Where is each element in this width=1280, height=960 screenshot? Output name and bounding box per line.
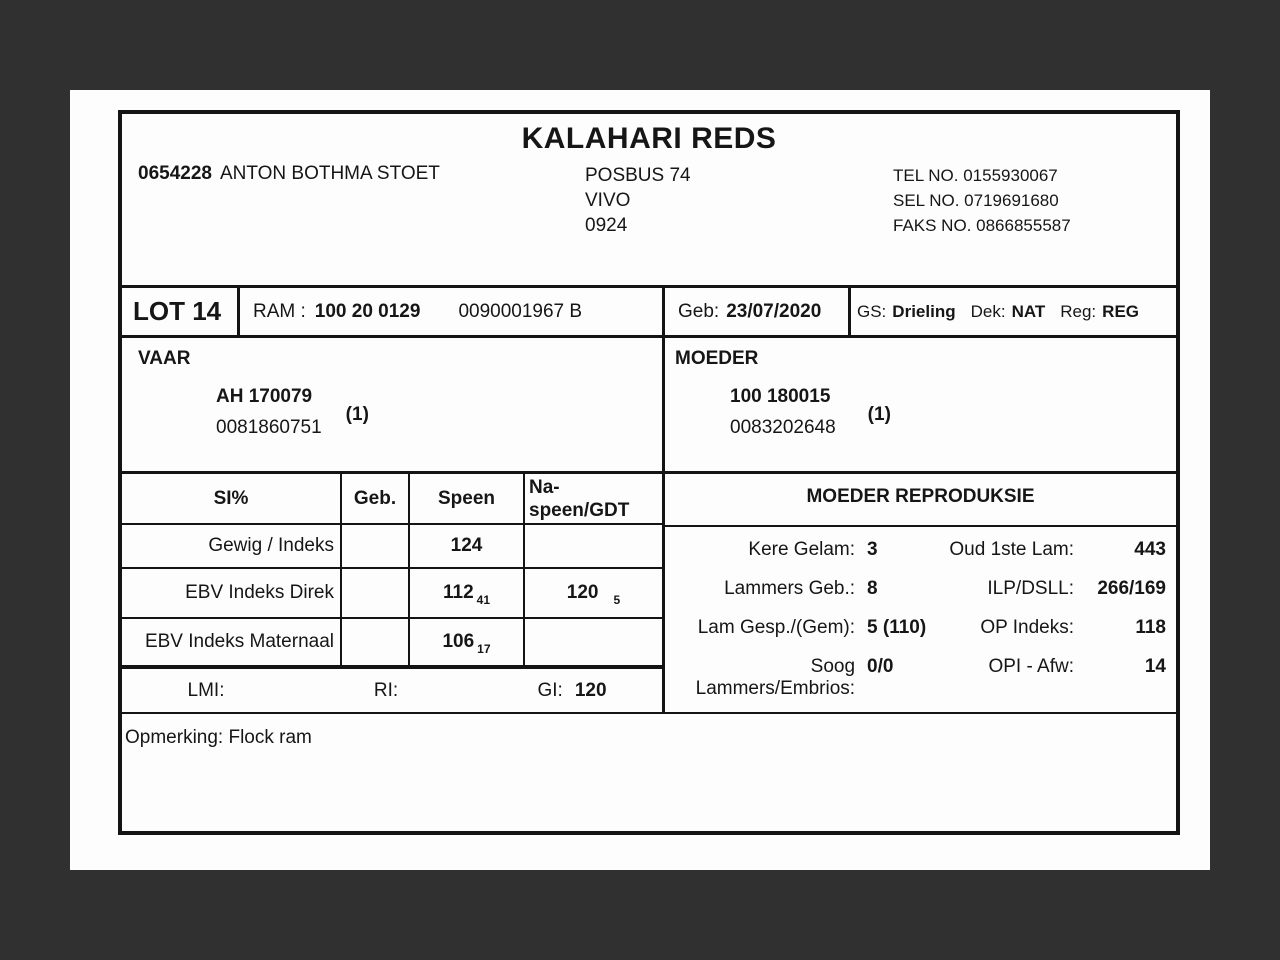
stat-label: Soog Lammers/Embrios: bbox=[695, 655, 856, 699]
sire-heading: VAAR bbox=[138, 348, 191, 369]
faks-number: FAKS NO. 0866855587 bbox=[893, 216, 1071, 235]
table-row bbox=[122, 569, 662, 619]
geb-value bbox=[340, 525, 408, 567]
si-table-header bbox=[122, 474, 662, 525]
card-header bbox=[122, 114, 1176, 288]
dam-reg: 0083202648 bbox=[730, 417, 836, 438]
gi-label: GI: bbox=[537, 679, 563, 701]
row-label: EBV Indeks Maternaal bbox=[144, 631, 334, 652]
stat-label: Oud 1ste Lam: bbox=[949, 539, 1074, 561]
dam-id: 100 180015 bbox=[730, 386, 831, 407]
speen-value: 124 bbox=[408, 525, 523, 567]
naspeen-value bbox=[523, 525, 662, 567]
naspeen-value bbox=[523, 619, 662, 665]
si-header-label: SI% bbox=[213, 487, 249, 509]
dek-value: NAT bbox=[1011, 301, 1046, 321]
reg-label: Reg: bbox=[1060, 301, 1097, 321]
lot-row bbox=[122, 288, 1176, 338]
reproduction-row bbox=[665, 539, 1176, 561]
reproduction-row bbox=[665, 617, 1176, 639]
stat-value: 5 (110) bbox=[867, 616, 927, 638]
contact-numbers bbox=[893, 163, 1176, 238]
stat-label: Kere Gelam: bbox=[748, 539, 856, 561]
gi-group bbox=[482, 680, 662, 702]
breeder-name: ANTON BOTHMA STOET bbox=[219, 163, 440, 184]
reproduction-heading: MOEDER REPRODUKSIE bbox=[665, 474, 1176, 527]
pedigree-card bbox=[118, 110, 1180, 835]
dam-heading: MOEDER bbox=[675, 348, 759, 369]
sire-panel bbox=[122, 338, 665, 471]
ri-label: RI: bbox=[373, 679, 399, 701]
reg-value: REG bbox=[1102, 301, 1140, 321]
gs-value: Drieling bbox=[892, 301, 956, 321]
address-line-2: VIVO bbox=[585, 190, 631, 211]
lmi-group bbox=[122, 680, 302, 702]
naspeen-header: Na- speen/GDT bbox=[523, 474, 662, 523]
sire-reg: 0081860751 bbox=[216, 417, 322, 438]
sire-note: (1) bbox=[345, 404, 369, 425]
breeder-identity bbox=[138, 163, 585, 238]
dam-note: (1) bbox=[867, 404, 891, 425]
geb-value bbox=[340, 569, 408, 617]
stat-label: OPI - Afw: bbox=[988, 655, 1074, 677]
stat-value: 8 bbox=[867, 578, 878, 600]
breeder-info-row bbox=[122, 163, 1176, 238]
postal-address bbox=[585, 163, 893, 238]
naspeen-value: 120 5 bbox=[523, 569, 662, 617]
speen-value: 112 41 bbox=[408, 569, 523, 617]
status-cell bbox=[851, 288, 1176, 335]
remark-label: Opmerking: bbox=[125, 727, 224, 748]
gi-value: 120 bbox=[574, 679, 607, 701]
address-line-3: 0924 bbox=[585, 215, 628, 236]
stat-value: 118 bbox=[1135, 616, 1166, 638]
lot-number: LOT 14 bbox=[122, 288, 240, 335]
sire-id: AH 170079 bbox=[216, 386, 313, 407]
reproduction-row bbox=[665, 656, 1176, 700]
remark-value: Flock ram bbox=[228, 727, 312, 748]
table-row bbox=[122, 525, 662, 569]
stat-value: 443 bbox=[1134, 539, 1166, 561]
gs-label: GS: bbox=[857, 301, 887, 321]
ram-id: 100 20 0129 bbox=[314, 300, 421, 322]
lmi-label: LMI: bbox=[187, 679, 225, 701]
row-label: Gewig / Indeks bbox=[208, 535, 334, 556]
stud-title: KALAHARI REDS bbox=[521, 122, 777, 155]
address-line-1: POSBUS 74 bbox=[585, 165, 691, 186]
speen-header: Speen bbox=[408, 474, 523, 523]
tel-number: TEL NO. 0155930067 bbox=[893, 166, 1058, 185]
birthdate-cell bbox=[665, 288, 851, 335]
birthdate-value: 23/07/2020 bbox=[726, 300, 822, 322]
table-row bbox=[122, 619, 662, 665]
sel-number: SEL NO. 0719691680 bbox=[893, 191, 1059, 210]
stat-label: ILP/DSLL: bbox=[987, 578, 1074, 600]
geb-header: Geb. bbox=[340, 474, 408, 523]
ri-group bbox=[302, 680, 482, 702]
dam-ids bbox=[730, 381, 1176, 443]
breeder-number: 0654228 bbox=[138, 163, 212, 184]
stat-value: 0/0 bbox=[867, 655, 894, 677]
index-panel bbox=[122, 474, 665, 712]
reproduction-row bbox=[665, 578, 1176, 600]
stat-label: OP Indeks: bbox=[980, 616, 1074, 638]
pedigree-section bbox=[122, 338, 1176, 474]
stat-value: 14 bbox=[1144, 655, 1166, 677]
ram-registration: 0090001967 B bbox=[458, 300, 583, 322]
geb-value bbox=[340, 619, 408, 665]
stat-value: 3 bbox=[867, 539, 878, 561]
document-page bbox=[70, 90, 1210, 870]
stat-label: Lam Gesp./(Gem): bbox=[697, 616, 856, 638]
birthdate-label: Geb: bbox=[678, 300, 720, 322]
index-summary-row bbox=[122, 669, 662, 712]
row-label: EBV Indeks Direk bbox=[185, 582, 334, 603]
ram-label: RAM : bbox=[253, 300, 306, 322]
ram-cell bbox=[240, 288, 665, 335]
reproduction-stats bbox=[665, 527, 1176, 712]
stat-label: Lammers Geb.: bbox=[724, 578, 856, 600]
reproduction-panel bbox=[665, 474, 1176, 712]
main-section bbox=[122, 474, 1176, 714]
si-table bbox=[122, 474, 662, 669]
remark-section bbox=[122, 714, 1176, 831]
speen-value: 106 17 bbox=[408, 619, 523, 665]
dek-label: Dek: bbox=[970, 301, 1006, 321]
stat-value: 266/169 bbox=[1097, 578, 1166, 600]
dam-panel bbox=[665, 338, 1176, 471]
sire-ids bbox=[216, 381, 662, 443]
